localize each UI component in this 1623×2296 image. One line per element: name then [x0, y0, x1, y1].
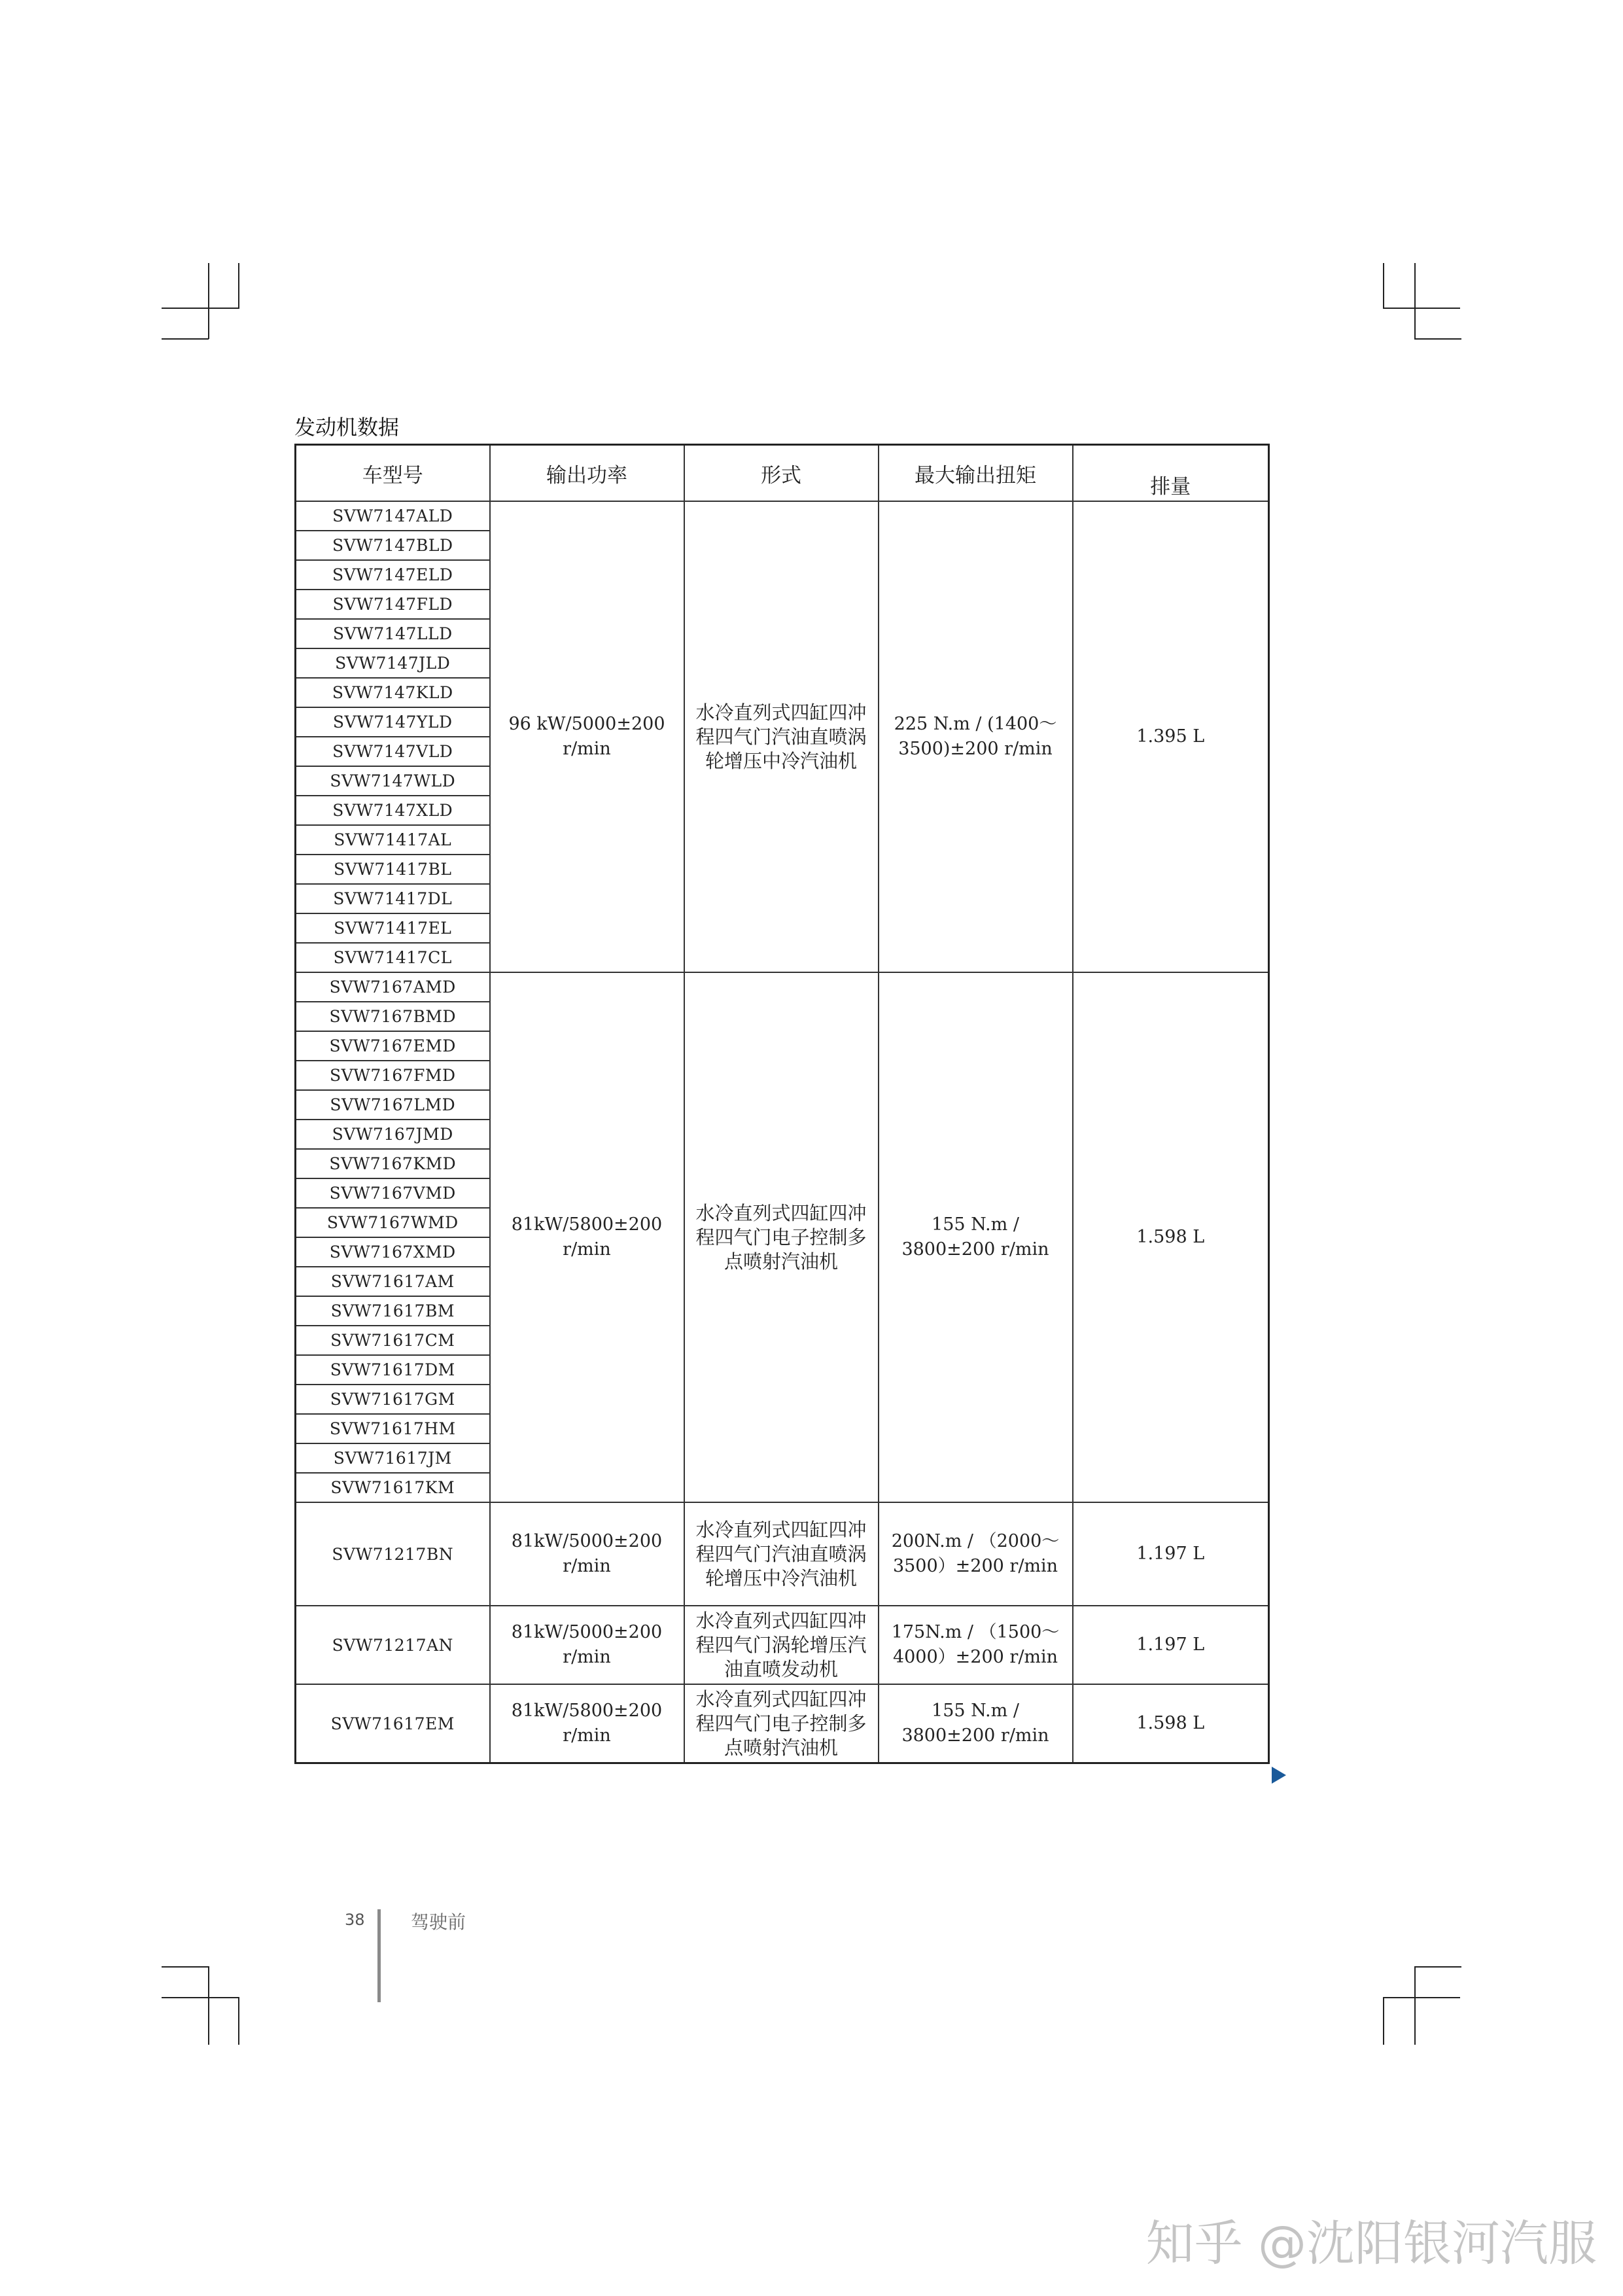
model-cell: SVW71417EL — [296, 913, 490, 943]
power-cell: 81kW/5800±200 r/min — [490, 972, 684, 1502]
model-cell: SVW7147FLD — [296, 590, 490, 619]
model-cell: SVW71417BL — [296, 855, 490, 884]
model-cell: SVW7147VLD — [296, 737, 490, 766]
model-cell: SVW71617KM — [296, 1473, 490, 1502]
model-cell: SVW7167KMD — [296, 1149, 490, 1178]
model-cell: SVW71617AM — [296, 1267, 490, 1296]
model-cell: SVW7167XMD — [296, 1237, 490, 1267]
header-power: 输出功率 — [490, 445, 684, 502]
engine-data-table — [294, 444, 1270, 1764]
torque-cell: 155 N.m / 3800±200 r/min — [879, 972, 1073, 1502]
model-cell: SVW7167WMD — [296, 1208, 490, 1237]
torque-cell: 200N.m / （2000～3500）±200 r/min — [879, 1502, 1073, 1606]
header-model: 车型号 — [296, 445, 490, 502]
next-page-arrow-icon — [1272, 1767, 1286, 1784]
torque-cell: 225 N.m / (1400～3500)±200 r/min — [879, 501, 1073, 972]
model-cell: SVW71617JM — [296, 1443, 490, 1473]
table-body — [296, 501, 1269, 1763]
form-cell: 水冷直列式四缸四冲程四气门电子控制多点喷射汽油机 — [684, 1684, 879, 1763]
model-cell: SVW7167JMD — [296, 1120, 490, 1149]
torque-cell: 155 N.m / 3800±200 r/min — [879, 1684, 1073, 1763]
model-cell: SVW71417AL — [296, 825, 490, 855]
model-cell: SVW7167VMD — [296, 1178, 490, 1208]
model-cell: SVW71417DL — [296, 884, 490, 913]
form-cell: 水冷直列式四缸四冲程四气门汽油直喷涡轮增压中冷汽油机 — [684, 1502, 879, 1606]
table-row — [296, 1684, 1269, 1763]
model-cell: SVW7147XLD — [296, 796, 490, 825]
footer-section-name: 驾驶前 — [411, 1911, 466, 1933]
power-cell: 96 kW/5000±200 r/min — [490, 501, 684, 972]
model-cell: SVW7147ALD — [296, 501, 490, 531]
model-cell: SVW7147LLD — [296, 619, 490, 648]
section-title: 发动机数据 — [294, 415, 400, 440]
model-cell: SVW71217AN — [296, 1606, 490, 1684]
model-cell: SVW71617DM — [296, 1355, 490, 1385]
power-cell: 81kW/5800±200 r/min — [490, 1684, 684, 1763]
model-cell: SVW71417CL — [296, 943, 490, 972]
model-cell: SVW71617GM — [296, 1385, 490, 1414]
displacement-cell: 1.197 L — [1073, 1502, 1269, 1606]
form-cell: 水冷直列式四缸四冲程四气门电子控制多点喷射汽油机 — [684, 972, 879, 1502]
footer-divider — [377, 1909, 381, 2002]
model-cell: SVW7147JLD — [296, 648, 490, 678]
form-cell: 水冷直列式四缸四冲程四气门涡轮增压汽油直喷发动机 — [684, 1606, 879, 1684]
form-cell: 水冷直列式四缸四冲程四气门汽油直喷涡轮增压中冷汽油机 — [684, 501, 879, 972]
table-row — [296, 1502, 1269, 1606]
displacement-cell: 1.598 L — [1073, 972, 1269, 1502]
model-cell: SVW7147WLD — [296, 766, 490, 796]
table-header-row — [296, 445, 1269, 502]
header-torque: 最大输出扭矩 — [879, 445, 1073, 502]
power-cell: 81kW/5000±200 r/min — [490, 1502, 684, 1606]
table-row — [296, 972, 1269, 1002]
model-cell: SVW71617BM — [296, 1296, 490, 1326]
table-row — [296, 1606, 1269, 1684]
model-cell: SVW7147BLD — [296, 531, 490, 560]
header-displacement: 排量 — [1073, 445, 1269, 502]
displacement-cell: 1.395 L — [1073, 501, 1269, 972]
model-cell: SVW7167AMD — [296, 972, 490, 1002]
watermark: 知乎 @沈阳银河汽服 — [1145, 2216, 1597, 2272]
model-cell: SVW71217BN — [296, 1502, 490, 1606]
model-cell: SVW71617CM — [296, 1326, 490, 1355]
model-cell: SVW7167FMD — [296, 1061, 490, 1090]
torque-cell: 175N.m / （1500～4000）±200 r/min — [879, 1606, 1073, 1684]
model-cell: SVW7147YLD — [296, 707, 490, 737]
model-cell: SVW7167EMD — [296, 1031, 490, 1061]
displacement-cell: 1.598 L — [1073, 1684, 1269, 1763]
header-form: 形式 — [684, 445, 879, 502]
model-cell: SVW7167LMD — [296, 1090, 490, 1120]
page-number: 38 — [345, 1911, 365, 1929]
model-cell: SVW7147KLD — [296, 678, 490, 707]
power-cell: 81kW/5000±200 r/min — [490, 1606, 684, 1684]
displacement-cell: 1.197 L — [1073, 1606, 1269, 1684]
model-cell: SVW71617EM — [296, 1684, 490, 1763]
model-cell: SVW71617HM — [296, 1414, 490, 1443]
model-cell: SVW7147ELD — [296, 560, 490, 590]
table-row — [296, 501, 1269, 531]
model-cell: SVW7167BMD — [296, 1002, 490, 1031]
